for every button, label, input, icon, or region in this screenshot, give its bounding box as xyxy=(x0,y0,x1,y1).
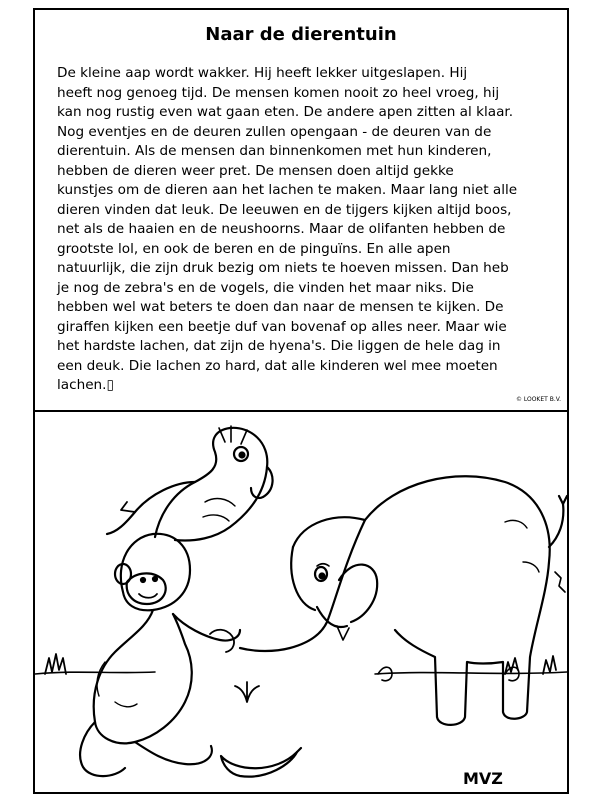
ground-line xyxy=(35,672,567,674)
coloring-page xyxy=(33,8,569,794)
sprout-icon xyxy=(235,682,259,702)
banana-icon xyxy=(221,748,301,777)
story-text xyxy=(57,64,549,396)
story-line: dieren vinden dat leuk. De leeuwen en de tijgers kijken altijd boos, xyxy=(57,201,512,218)
copyright-notice: © LOOKET B.V. xyxy=(515,396,561,403)
story-line: kunstjes om de dieren aan het lachen te maken. Maar lang niet alle xyxy=(57,182,518,198)
story-line: heeft nog genoeg tijd. De mensen komen nooit zo heel vroeg, hij xyxy=(57,84,500,101)
monkey-icon xyxy=(80,534,240,776)
story-line: hebben de dieren weer pret. De mensen doen altijd gekke xyxy=(57,162,454,179)
artist-signature: MVZ xyxy=(463,769,503,788)
story-line: lachen.▯ xyxy=(57,377,114,393)
parrot-icon xyxy=(107,426,273,540)
story-line: natuurlijk, die zijn druk bezig om niets te hoeven missen. Dan heb xyxy=(57,260,509,276)
story-line: het hardste lachen, dat zijn de hyena's. Die liggen de hele dag in xyxy=(57,338,501,354)
story-line: kan nog rustig even wat gaan eten. De andere apen zitten al klaar. xyxy=(57,104,514,120)
story-line: dierentuin. Als de mensen dan binnenkomen met hun kinderen, xyxy=(57,143,492,159)
text-panel xyxy=(35,10,567,410)
story-line: De kleine aap wordt wakker. Hij heeft lekker uitgeslapen. Hij xyxy=(57,65,468,81)
coloring-illustration xyxy=(35,412,567,792)
story-line: giraffen kijken een beetje duf van bovenaf op alles neer. Maar wie xyxy=(57,318,507,335)
story-line: grootste lol, en ook de beren en de pinguïns. En alle apen xyxy=(57,240,451,257)
story-line: net als de haaien en de neushoorns. Maar de olifanten hebben de xyxy=(57,221,506,237)
elephant-icon xyxy=(240,476,567,725)
story-line: Nog eventjes en de deuren zullen opengaan - de deuren van de xyxy=(57,123,492,140)
story-line: hebben wel wat beters te doen dan naar de mensen te kijken. De xyxy=(57,299,504,315)
story-line: je nog de zebra's en de vogels, die vinden het maar niks. Die xyxy=(57,279,474,296)
page-title: Naar de dierentuin xyxy=(205,24,397,45)
story-line: een deuk. Die lachen zo hard, dat alle kinderen wel mee moeten xyxy=(57,357,498,374)
